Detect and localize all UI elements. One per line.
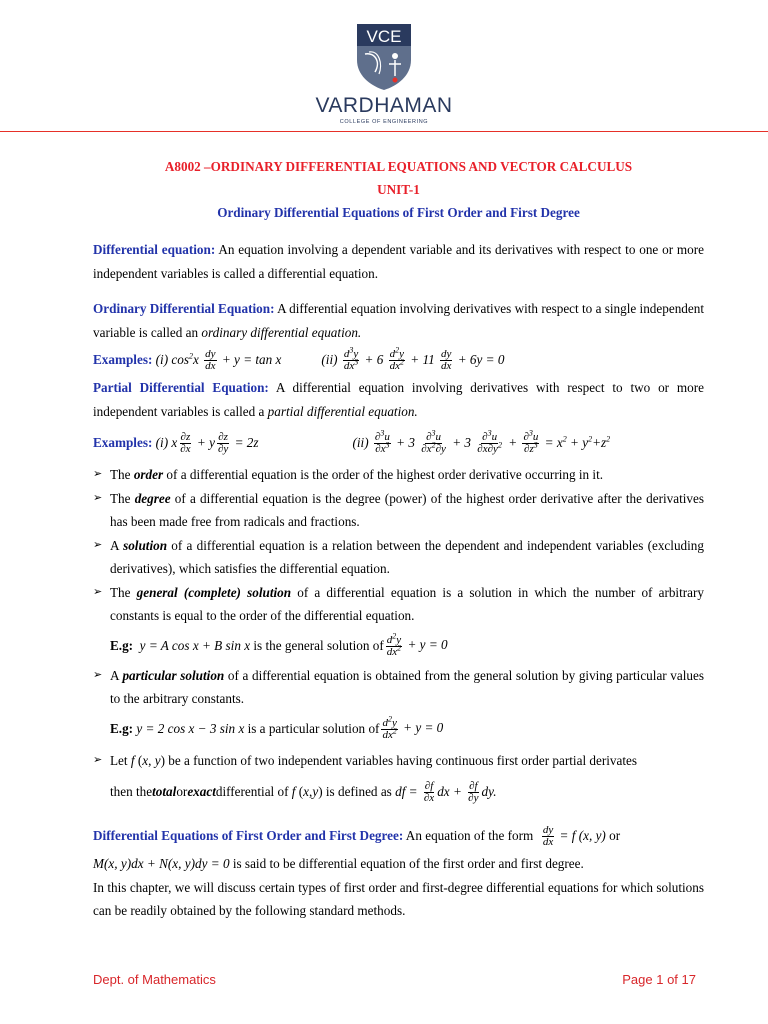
definition-pde: Partial Differential Equation: A differential equation involving derivatives with respect to two or more independent variables is called a partial differential equation.: [93, 380, 704, 419]
list-item-particular-solution: ➢ A particular solution of a differential equation is obtained from the general solution by giving particular values to the arbitrary constants.: [93, 667, 704, 706]
pde-example-2: $\frac{\partial^3u}{\partial x^3}$ + 3 $\frac{\partial^3u}{\partial x^2\partial y}$ + 3 $\frac{\partial^3u}{\partial x\partial y^2}$ + $\frac{\partial^3u}{\partial z^3}$ = $x^2 + y^2+z^2$: [374, 428, 611, 456]
first-order-definition: Differential Equations of First Order and First Degree: An equation of the form $\frac{dy}{dx}$ = f (x, y) or: [93, 824, 621, 849]
pde-examples: Examples: (i) x $\frac{\partial z}{\partial x}$ + y $\frac{\partial z}{\partial y}$ = 2z (ii) $\frac{\partial^3u}{\partial x^3}$ + 3 $\frac{\partial^3u}{\partial x^2\partial y}$ + 3 $\frac{\partial^3u}{\partial x\partial y^2}$ + $\frac{\partial^3u}{\partial z^3}$ = $x^2 + y^2+z^2$: [93, 428, 611, 456]
footer-page-number: Page 1 of 17: [622, 972, 696, 987]
term-ode: Ordinary Differential Equation:: [93, 301, 275, 316]
course-title: A8002 –ORDINARY DIFFERENTIAL EQUATIONS AND VECTOR CALCULUS: [164, 159, 633, 174]
list-item-total-differential: ➢ Let f (x, y) be a function of two independent variables having continuous first order partial derivates: [93, 752, 638, 768]
ode-example-2: $\frac{d^3y}{dx^3}$ + 6 $\frac{d^2y}{dx^2}$ + 11 $\frac{dy}{dx}$ + 6y = 0: [343, 345, 505, 373]
first-order-form: M(x, y)dx + N(x, y)dy = 0 is said to be differential equation of the first order and first degree.: [93, 856, 584, 872]
list-item-order: ➢ The order of a differential equation is the order of the highest order derivative occurring in it.: [93, 467, 604, 482]
ode-example-1: $\cos^2x$ $\frac{dy}{dx}$ + y = tan x: [171, 348, 282, 373]
definition-ode: Ordinary Differential Equation: A differential equation involving derivatives with respect to a single independent variable is called an ordinary differential equation.: [93, 301, 704, 340]
particular-solution-list: [93, 664, 704, 711]
college-name: VARDHAMAN: [315, 94, 453, 117]
pde-example-1: x $\frac{\partial z}{\partial x}$ + y $\frac{\partial z}{\partial y}$ = 2z: [171, 431, 259, 456]
unit-title: UNIT-1: [377, 182, 420, 197]
shield-logo-icon: [353, 22, 415, 92]
list-item-solution: ➢ A solution of a differential equation is a relation between the dependent and independent variables (excluding derivatives), which satisfies the differential equation.: [93, 537, 704, 576]
general-solution-example: E.g: y = A cos x + B sin x is the general solution of $\frac{d^2y}{dx^2}$ + y = 0: [110, 631, 448, 658]
college-logo: [0, 22, 768, 125]
list-item-degree: ➢ The degree of a differential equation is the degree (power) of the highest order derivative after the derivatives has been made free from radicals and fractions.: [93, 490, 704, 529]
total-differential-list: [93, 749, 704, 773]
term-pde: Partial Differential Equation:: [93, 380, 269, 395]
particular-solution-example: E.g: y = 2 cos x − 3 sin x is a particular solution of $\frac{d^2y}{dx^2}$ + y = 0: [110, 714, 444, 741]
shield-text: VCE: [366, 27, 402, 46]
document-body: [93, 155, 704, 923]
ode-examples: Examples: (i) $\cos^2x$ $\frac{dy}{dx}$ + y = tan x (ii) $\frac{d^3y}{dx^3}$ + 6 $\frac{d^2y}{dx^2}$ + 11 $\frac{dy}{dx}$ + 6y = 0: [93, 345, 505, 373]
total-differential-definition: then the total or exact differential of f ( x , y ) is defined as df = $\frac{\partial f}{\partial x}$ dx + $\frac{\partial f}{\partial y}$ dy.: [110, 780, 497, 805]
college-subname: COLLEGE OF ENGINEERING: [339, 119, 429, 125]
term-first-order: Differential Equations of First Order and First Degree:: [93, 828, 404, 844]
header-divider: [0, 131, 768, 132]
definitions-list: [93, 463, 704, 628]
topic-title: Ordinary Differential Equations of First Order and First Degree: [217, 205, 580, 220]
list-item-general-solution: ➢ The general (complete) solution of a differential equation is a solution in which the number of arbitrary constants is equal to the order of the differential equation.: [93, 584, 704, 623]
chapter-intro: In this chapter, we will discuss certain types of first order and first-degree differential equations for which solutions can be readily obtained by the following standard methods.: [93, 879, 704, 919]
definition-differential-equation: Differential equation: An equation involving a dependent variable and its derivatives with respect to one or more independent variables is called a differential equation.: [93, 242, 705, 281]
term-differential-equation: Differential equation:: [93, 242, 216, 257]
footer-department: Dept. of Mathematics: [93, 972, 216, 987]
